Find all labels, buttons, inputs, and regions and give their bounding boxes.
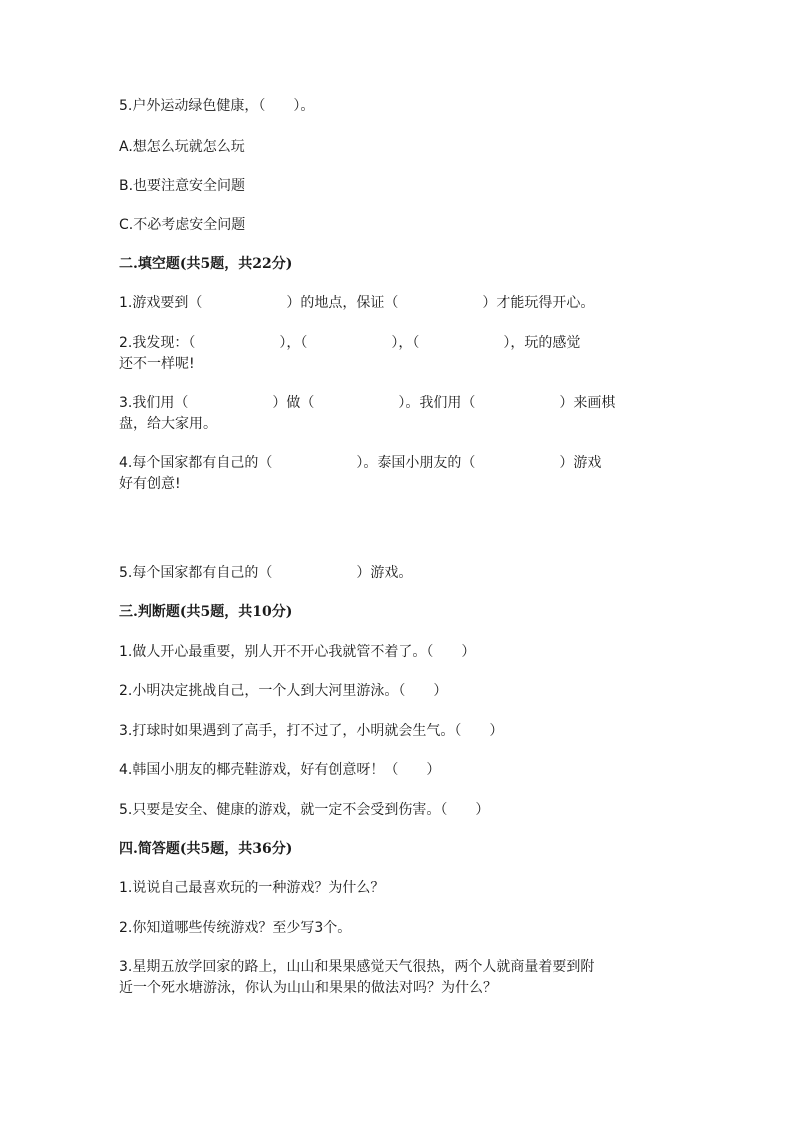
true-false-item-4: 4.韩国小朋友的椰壳鞋游戏，好有创意呀！（ ） <box>119 762 441 778</box>
section-fill-blank-heading: 二.填空题(共5题，共22分) <box>119 256 293 272</box>
fill-blank-item-4-line-2: 好有创意! <box>119 476 181 492</box>
short-answer-item-3-line-2: 近一个死水塘游泳，你认为山山和果果的做法对吗？为什么？ <box>119 980 497 996</box>
fill-blank-item-5: 5.每个国家都有自己的（ ）游戏。 <box>119 565 413 581</box>
question-5-stem: 5.户外运动绿色健康，（ ）。 <box>119 98 315 114</box>
short-answer-item-3-line-1: 3.星期五放学回家的路上，山山和果果感觉天气很热，两个人就商量着要到附 <box>119 959 595 975</box>
short-answer-item-1: 1.说说自己最喜欢玩的一种游戏？为什么？ <box>119 880 385 896</box>
fill-blank-item-3-line-1: 3.我们用（ ）做（ ）。我们用（ ）来画棋 <box>119 395 616 411</box>
true-false-item-3: 3.打球时如果遇到了高手，打不过了，小明就会生气。（ ） <box>119 723 504 739</box>
option-a: A.想怎么玩就怎么玩 <box>119 139 245 155</box>
fill-blank-item-2-line-1: 2.我发现：（ ），（ ），（ ），玩的感觉 <box>119 335 581 351</box>
fill-blank-item-1: 1.游戏要到（ ）的地点，保证（ ）才能玩得开心。 <box>119 295 595 311</box>
option-c: C.不必考虑安全问题 <box>119 217 246 233</box>
short-answer-item-2: 2.你知道哪些传统游戏？至少写3个。 <box>119 920 352 936</box>
section-short-answer-heading: 四.简答题(共5题，共36分) <box>119 841 293 857</box>
true-false-item-1: 1.做人开心最重要，别人开不开心我就管不着了。（ ） <box>119 644 476 660</box>
fill-blank-item-3-line-2: 盘，给大家用。 <box>119 416 217 432</box>
true-false-item-5: 5.只要是安全、健康的游戏，就一定不会受到伤害。（ ） <box>119 802 490 818</box>
fill-blank-item-4-line-1: 4.每个国家都有自己的（ ）。泰国小朋友的（ ）游戏 <box>119 455 602 471</box>
fill-blank-item-2-line-2: 还不一样呢! <box>119 356 195 372</box>
true-false-item-2: 2.小明决定挑战自己，一个人到大河里游泳。（ ） <box>119 683 448 699</box>
section-true-false-heading: 三.判断题(共5题，共10分) <box>119 604 293 620</box>
option-b: B.也要注意安全问题 <box>119 178 246 194</box>
